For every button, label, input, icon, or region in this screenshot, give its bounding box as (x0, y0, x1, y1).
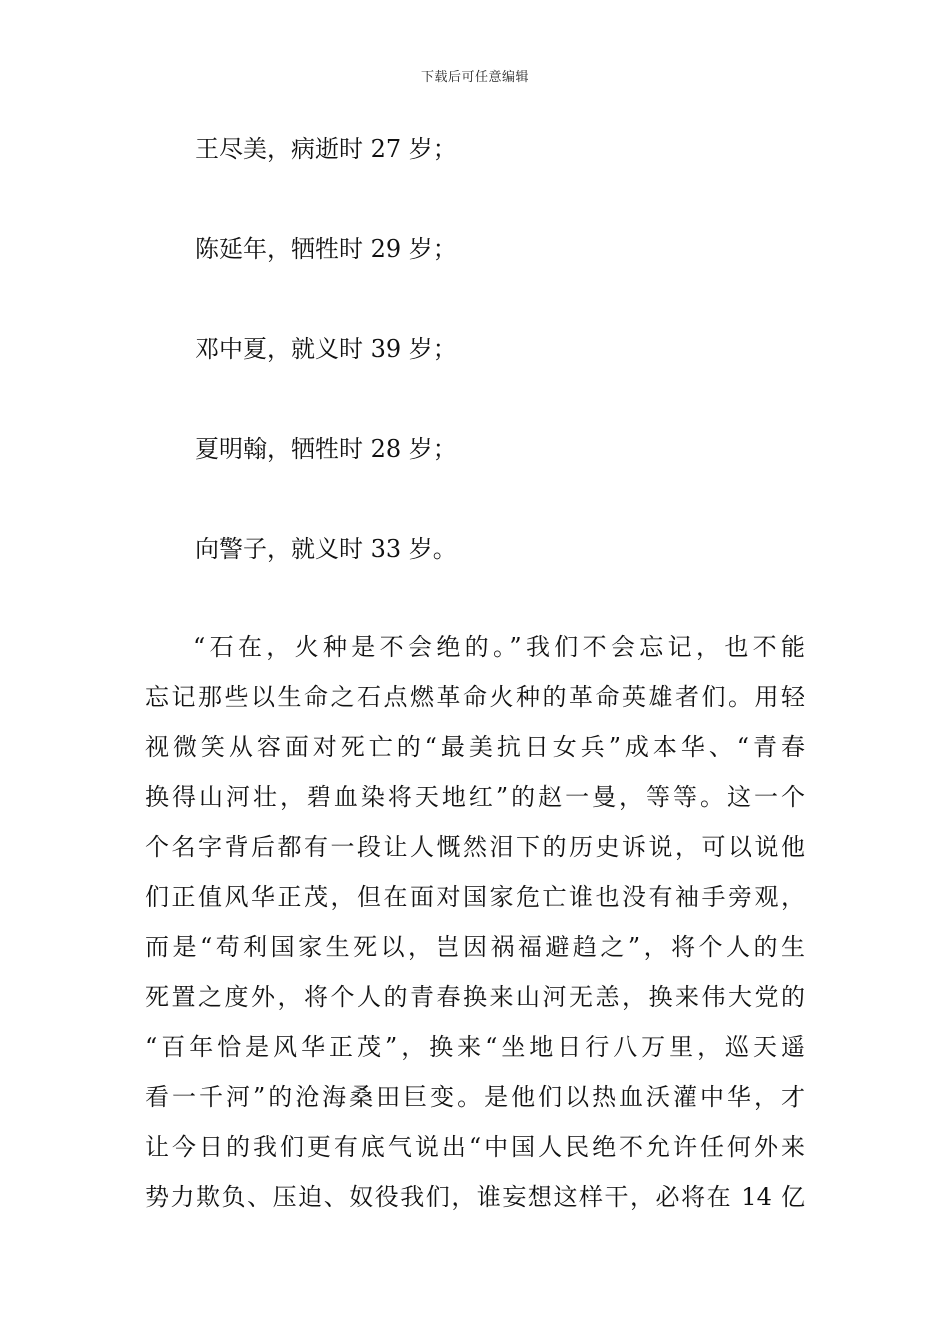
paragraph-line: 死置之度外，将个人的青春换来山河无恙，换来伟大党的 (145, 983, 805, 1011)
list-item: 王尽美，病逝时 27 岁； (195, 135, 457, 163)
list-item: 邓中夏，就义时 39 岁； (195, 335, 457, 363)
paragraph-line: “石在，火种是不会绝的。”我们不会忘记，也不能 (193, 633, 805, 661)
list-item: 陈延年，牺牲时 29 岁； (195, 235, 457, 263)
list-item: 向警子，就义时 33 岁。 (195, 535, 457, 563)
paragraph-line: 势力欺负、压迫、奴役我们，谁妄想这样干，必将在 14 亿 (145, 1183, 805, 1211)
page-header: 下载后可任意编辑 (420, 70, 529, 85)
paragraph-line: 忘记那些以生命之石点燃革命火种的革命英雄者们。用轻 (145, 683, 805, 711)
paragraph-line: “百年恰是风华正茂”，换来“坐地日行八万里，巡天遥 (145, 1033, 805, 1061)
paragraph-line: 视微笑从容面对死亡的“最美抗日女兵”成本华、“青春 (145, 733, 805, 761)
paragraph-line: 们正值风华正茂，但在面对国家危亡谁也没有袖手旁观， (145, 883, 805, 911)
paragraph-line: 看一千河”的沧海桑田巨变。是他们以热血沃灌中华，才 (145, 1083, 805, 1111)
paragraph-line: 而是“苟利国家生死以，岂因祸福避趋之”，将个人的生 (145, 933, 805, 961)
paragraph-line: 换得山河壮，碧血染将天地红”的赵一曼，等等。这一个 (145, 783, 805, 811)
list-item: 夏明翰，牺牲时 28 岁； (195, 435, 457, 463)
paragraph-line: 让今日的我们更有底气说出“中国人民绝不允许任何外来 (145, 1133, 805, 1161)
paragraph-line: 个名字背后都有一段让人慨然泪下的历史诉说，可以说他 (145, 833, 805, 861)
